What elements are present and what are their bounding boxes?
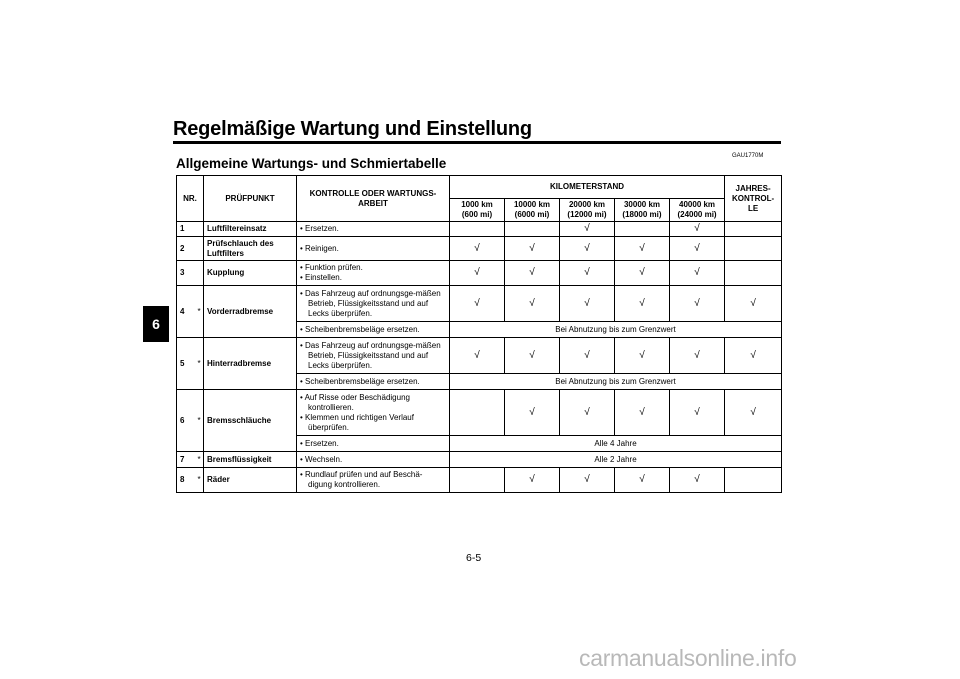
check-cell: √ [450,286,505,322]
header-km-20000: 20000 km (12000 mi) [560,199,615,222]
row-work: • Das Fahrzeug auf ordnungsge-mäßen Betrieb, Flüssigkeitsstand und auf Lecks überprüfen. [297,338,450,374]
row-star [195,222,204,237]
row-work: • Auf Risse oder Beschädigung kontrollieren. • Klemmen und richtigen Verlauf überprüfen. [297,390,450,436]
header-kilometerstand: KILOMETERSTAND [450,176,725,199]
check-cell: √ [670,338,725,374]
check-cell [615,222,670,237]
check-cell: √ [670,261,725,286]
check-cell [450,390,505,436]
table-row [177,237,782,261]
row-work: • Wechseln. [297,452,450,468]
row-work: • Funktion prüfen. • Einstellen. [297,261,450,286]
table-row [177,390,782,436]
row-item: Räder [204,468,297,493]
table-row [177,338,782,374]
check-cell: √ [505,286,560,322]
interval-span: Alle 4 Jahre [450,436,782,452]
section-title: Allgemeine Wartungs- und Schmiertabelle [176,156,447,171]
check-cell [725,222,782,237]
row-work: • Ersetzen. [297,436,450,452]
check-cell: √ [615,468,670,493]
row-item: Kupplung [204,261,297,286]
maintenance-table [176,175,782,493]
document-code: GAU1770M [732,153,764,159]
check-cell [725,468,782,493]
row-number: 4 [177,286,195,338]
check-cell: √ [450,237,505,261]
row-star: * [195,286,204,338]
row-work: • Scheibenbremsbeläge ersetzen. [297,322,450,338]
chapter-tab: 6 [143,306,169,342]
check-cell: √ [670,468,725,493]
header-km-40000: 40000 km (24000 mi) [670,199,725,222]
row-item: Hinterradbremse [204,338,297,390]
check-cell: √ [505,390,560,436]
row-work: • Das Fahrzeug auf ordnungsge-mäßen Betrieb, Flüssigkeitsstand und auf Lecks überprüfen. [297,286,450,322]
row-number: 1 [177,222,195,237]
check-cell: √ [725,286,782,322]
row-number: 3 [177,261,195,286]
check-cell [450,468,505,493]
check-cell: √ [670,237,725,261]
row-item: Luftfiltereinsatz [204,222,297,237]
header-km-30000: 30000 km (18000 mi) [615,199,670,222]
check-cell: √ [725,390,782,436]
header-km-10000: 10000 km (6000 mi) [505,199,560,222]
row-work: • Ersetzen. [297,222,450,237]
row-number: 8 [177,468,195,493]
row-item: Vorderradbremse [204,286,297,338]
row-item: Bremsflüssigkeit [204,452,297,468]
check-cell [450,222,505,237]
check-cell [725,237,782,261]
row-number: 7 [177,452,195,468]
check-cell: √ [615,390,670,436]
row-star: * [195,452,204,468]
check-cell: √ [505,468,560,493]
row-work: • Scheibenbremsbeläge ersetzen. [297,374,450,390]
row-work: • Reinigen. [297,237,450,261]
check-cell: √ [560,468,615,493]
check-cell: √ [670,222,725,237]
check-cell: √ [670,286,725,322]
check-cell: √ [560,237,615,261]
check-cell: √ [615,338,670,374]
row-star [195,261,204,286]
check-cell: √ [450,338,505,374]
table-row [177,222,782,237]
check-cell: √ [615,286,670,322]
check-cell: √ [615,237,670,261]
check-cell: √ [505,338,560,374]
header-work: KONTROLLE ODER WARTUNGS-ARBEIT [297,176,450,222]
header-item: PRÜFPUNKT [204,176,297,222]
check-cell: √ [560,338,615,374]
check-cell: √ [560,390,615,436]
row-item: Bremsschläuche [204,390,297,452]
check-cell [725,261,782,286]
row-star: * [195,390,204,452]
interval-span: Alle 2 Jahre [450,452,782,468]
check-cell: √ [450,261,505,286]
row-star [195,237,204,261]
check-cell: √ [615,261,670,286]
header-km-1000: 1000 km (600 mi) [450,199,505,222]
row-number: 5 [177,338,195,390]
interval-span: Bei Abnutzung bis zum Grenzwert [450,374,782,390]
check-cell: √ [505,261,560,286]
check-cell: √ [725,338,782,374]
check-cell [505,222,560,237]
page-header-title: Regelmäßige Wartung und Einstellung [173,118,532,140]
watermark: carmanualsonline.info [579,645,797,671]
check-cell: √ [560,261,615,286]
table-row [177,452,782,468]
check-cell: √ [670,390,725,436]
row-number: 6 [177,390,195,452]
row-work: • Rundlauf prüfen und auf Beschä-digung kontrollieren. [297,468,450,493]
header-nr: NR. [177,176,204,222]
header-rule [173,141,781,144]
check-cell: √ [560,286,615,322]
row-item: Prüfschlauch des Luftfilters [204,237,297,261]
table-row [177,286,782,322]
header-annual: JAHRES-KONTROL-LE [725,176,782,222]
row-star: * [195,468,204,493]
table-row [177,261,782,286]
check-cell: √ [560,222,615,237]
check-cell: √ [505,237,560,261]
row-star: * [195,338,204,390]
row-number: 2 [177,237,195,261]
table-row [177,468,782,493]
interval-span: Bei Abnutzung bis zum Grenzwert [450,322,782,338]
page-number: 6-5 [466,552,482,564]
